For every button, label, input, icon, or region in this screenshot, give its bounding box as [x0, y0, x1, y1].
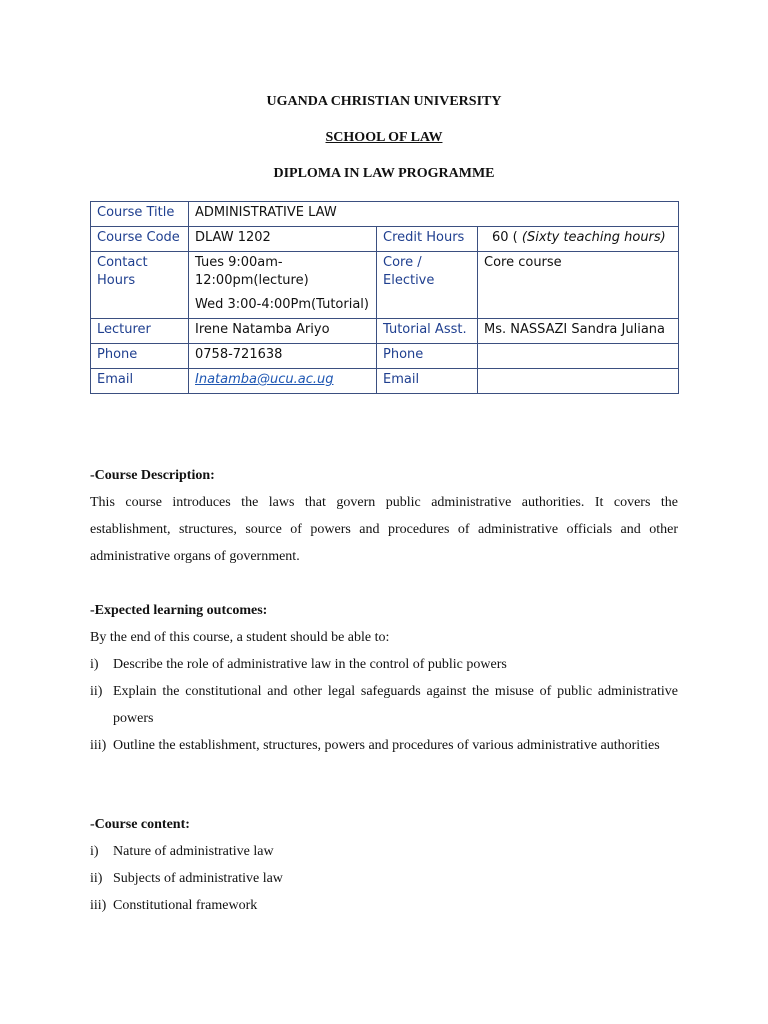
school-heading: SCHOOL OF LAW [325, 130, 443, 145]
tutor-phone-label: Phone [377, 344, 478, 369]
learning-outcomes-title: -Expected learning outcomes: [90, 603, 268, 618]
contact-hours-label: Contact Hours [91, 252, 189, 319]
credit-hours-italic: (Sixty teaching hours) [521, 230, 666, 245]
list-item [90, 838, 678, 865]
list-item [90, 678, 678, 732]
lecturer-row [91, 319, 679, 344]
email-label: Email [91, 369, 189, 394]
course-title-label: Course Title [91, 202, 189, 227]
list-number: i) [90, 844, 99, 859]
course-description-section [90, 462, 678, 570]
contact-hours-value [189, 252, 377, 319]
contact-hours-line1: Tues 9:00am-12:00pm(lecture) [195, 255, 309, 288]
tutor-email-label: Email [377, 369, 478, 394]
credit-hours-prefix: 60 ( [492, 230, 522, 245]
list-item [90, 865, 678, 892]
list-text: Outline the establishment, structures, powers and procedures of various administrative authorities [113, 738, 660, 753]
course-info-table [90, 201, 679, 394]
course-code-value: DLAW 1202 [189, 227, 377, 252]
email-row [91, 369, 679, 394]
email-value [189, 369, 377, 394]
course-title-value: ADMINISTRATIVE LAW [189, 202, 679, 227]
list-number: iii) [90, 898, 107, 913]
list-item [90, 651, 678, 678]
tutorial-asst-value: Ms. NASSAZI Sandra Juliana [478, 319, 679, 344]
list-text: Subjects of administrative law [113, 871, 283, 886]
course-description-title: -Course Description: [90, 468, 215, 483]
learning-outcomes-intro: By the end of this course, a student should be able to: [90, 630, 390, 645]
course-content-title: -Course content: [90, 817, 190, 832]
programme-heading: DIPLOMA IN LAW PROGRAMME [273, 166, 495, 181]
tutor-email-value [478, 369, 679, 394]
lecturer-value: Irene Natamba Ariyo [189, 319, 377, 344]
credit-hours-value [478, 227, 679, 252]
tutor-phone-value [478, 344, 679, 369]
phone-label: Phone [91, 344, 189, 369]
phone-value: 0758-721638 [189, 344, 377, 369]
list-number: iii) [90, 738, 107, 753]
list-item [90, 892, 678, 919]
list-text: Describe the role of administrative law in the control of public powers [113, 657, 507, 672]
university-heading: UGANDA CHRISTIAN UNIVERSITY [266, 94, 502, 109]
course-code-label: Course Code [91, 227, 189, 252]
list-text: Constitutional framework [113, 898, 258, 913]
credit-hours-label: Credit Hours [377, 227, 478, 252]
course-code-row [91, 227, 679, 252]
course-content-section [90, 811, 678, 919]
phone-row [91, 344, 679, 369]
email-link[interactable]: Inatamba@ucu.ac.ug [195, 372, 334, 387]
learning-outcomes-section [90, 597, 678, 759]
core-elective-value: Core course [478, 252, 679, 319]
lecturer-label: Lecturer [91, 319, 189, 344]
list-number: ii) [90, 871, 103, 886]
list-number: i) [90, 657, 99, 672]
list-item [90, 732, 678, 759]
list-number: ii) [90, 684, 103, 699]
list-text: Nature of administrative law [113, 844, 274, 859]
contact-hours-line2: Wed 3:00-4:00Pm(Tutorial) [195, 297, 369, 312]
core-elective-label: Core / Elective [377, 252, 478, 319]
tutorial-asst-label: Tutorial Asst. [377, 319, 478, 344]
contact-hours-row [91, 252, 679, 319]
course-title-row [91, 202, 679, 227]
course-description-text: This course introduces the laws that govern public administrative authorities. It covers the establishment, structures, source of powers and procedures of administrative officials and other administrative organs of government. [90, 495, 678, 564]
list-text: Explain the constitutional and other legal safeguards against the misuse of public administrative powers [113, 684, 678, 726]
